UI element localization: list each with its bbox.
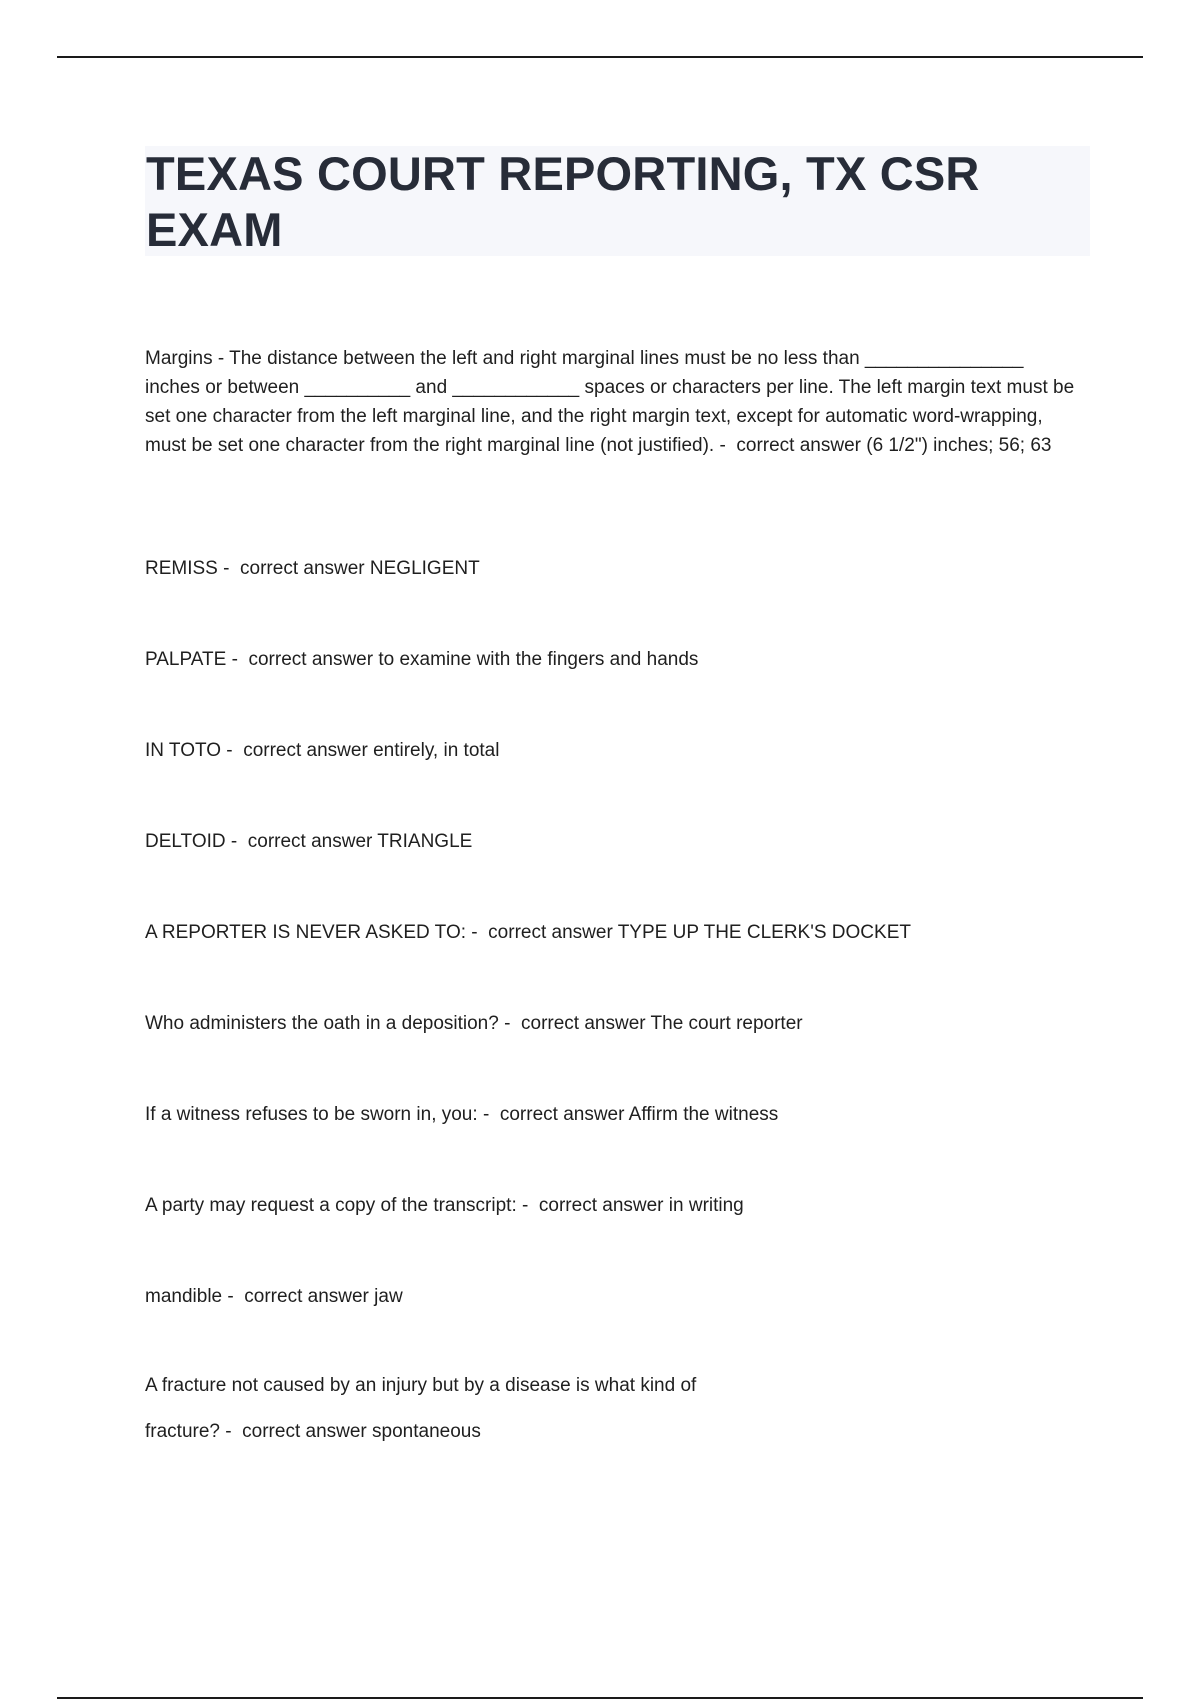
flashcard xyxy=(145,1363,765,1455)
card-separator: - xyxy=(221,740,244,761)
card-answer: correct answer Affirm the witness xyxy=(499,1104,779,1125)
flashcard xyxy=(145,736,1080,765)
flashcard xyxy=(145,1100,1080,1129)
flashcard xyxy=(145,1009,1080,1038)
card-answer: correct answer TYPE UP THE CLERK'S DOCKET xyxy=(488,922,911,943)
card-answer: correct answer (6 1/2") inches; 56; 63 xyxy=(736,435,1052,456)
bottom-rule xyxy=(57,1697,1143,1699)
card-question: A party may request a copy of the transcript: xyxy=(145,1195,517,1216)
card-separator: - xyxy=(219,1421,243,1442)
card-question: If a witness refuses to be sworn in, you: xyxy=(145,1104,478,1125)
card-separator: - xyxy=(516,1195,539,1216)
flashcard xyxy=(145,918,1080,947)
card-separator: - xyxy=(226,649,249,670)
card-question: mandible xyxy=(145,1286,223,1307)
card-question: Margins - The distance between the left and right marginal lines must be no less than _______________ inches or between __________ and ____________ spaces or characters per line. The left margin text must be set one character from the left marginal line, and the right margin text, except for automatic word-wrapping, must be set one character from the right marginal line (not justified). xyxy=(145,348,1075,456)
card-answer: correct answer entirely, in total xyxy=(243,740,500,761)
card-separator: - xyxy=(498,1013,521,1034)
card-question: A fracture not caused by an injury but by a disease is what kind of fracture? xyxy=(145,1375,697,1442)
card-answer: correct answer to examine with the fingers and hands xyxy=(248,649,699,670)
flashcard xyxy=(145,827,1080,856)
card-question: DELTOID xyxy=(145,831,226,852)
card-separator: - xyxy=(225,831,248,852)
flashcard xyxy=(145,554,1080,583)
card-question: A REPORTER IS NEVER ASKED TO: xyxy=(145,922,466,943)
card-separator: - xyxy=(217,558,241,579)
flashcard xyxy=(145,344,1080,460)
card-question: Who administers the oath in a deposition? xyxy=(145,1013,499,1034)
flashcard xyxy=(145,1282,1080,1311)
card-question: PALPATE xyxy=(145,649,227,670)
card-question: IN TOTO xyxy=(145,740,222,761)
card-answer: correct answer jaw xyxy=(244,1286,403,1307)
top-rule xyxy=(57,56,1143,58)
card-answer: correct answer NEGLIGENT xyxy=(240,558,480,579)
card-separator: - xyxy=(477,1104,500,1125)
card-question: REMISS xyxy=(145,558,218,579)
flashcard xyxy=(145,1191,1080,1220)
card-answer: correct answer spontaneous xyxy=(242,1421,481,1442)
card-answer: correct answer The court reporter xyxy=(521,1013,803,1034)
card-separator: - xyxy=(222,1286,245,1307)
page-title: TEXAS COURT REPORTING, TX CSR EXAM xyxy=(146,147,980,256)
card-answer: correct answer in writing xyxy=(538,1195,744,1216)
card-separator: - xyxy=(466,922,489,943)
flashcard xyxy=(145,645,1080,674)
card-separator: - xyxy=(714,435,737,456)
card-answer: correct answer TRIANGLE xyxy=(247,831,473,852)
